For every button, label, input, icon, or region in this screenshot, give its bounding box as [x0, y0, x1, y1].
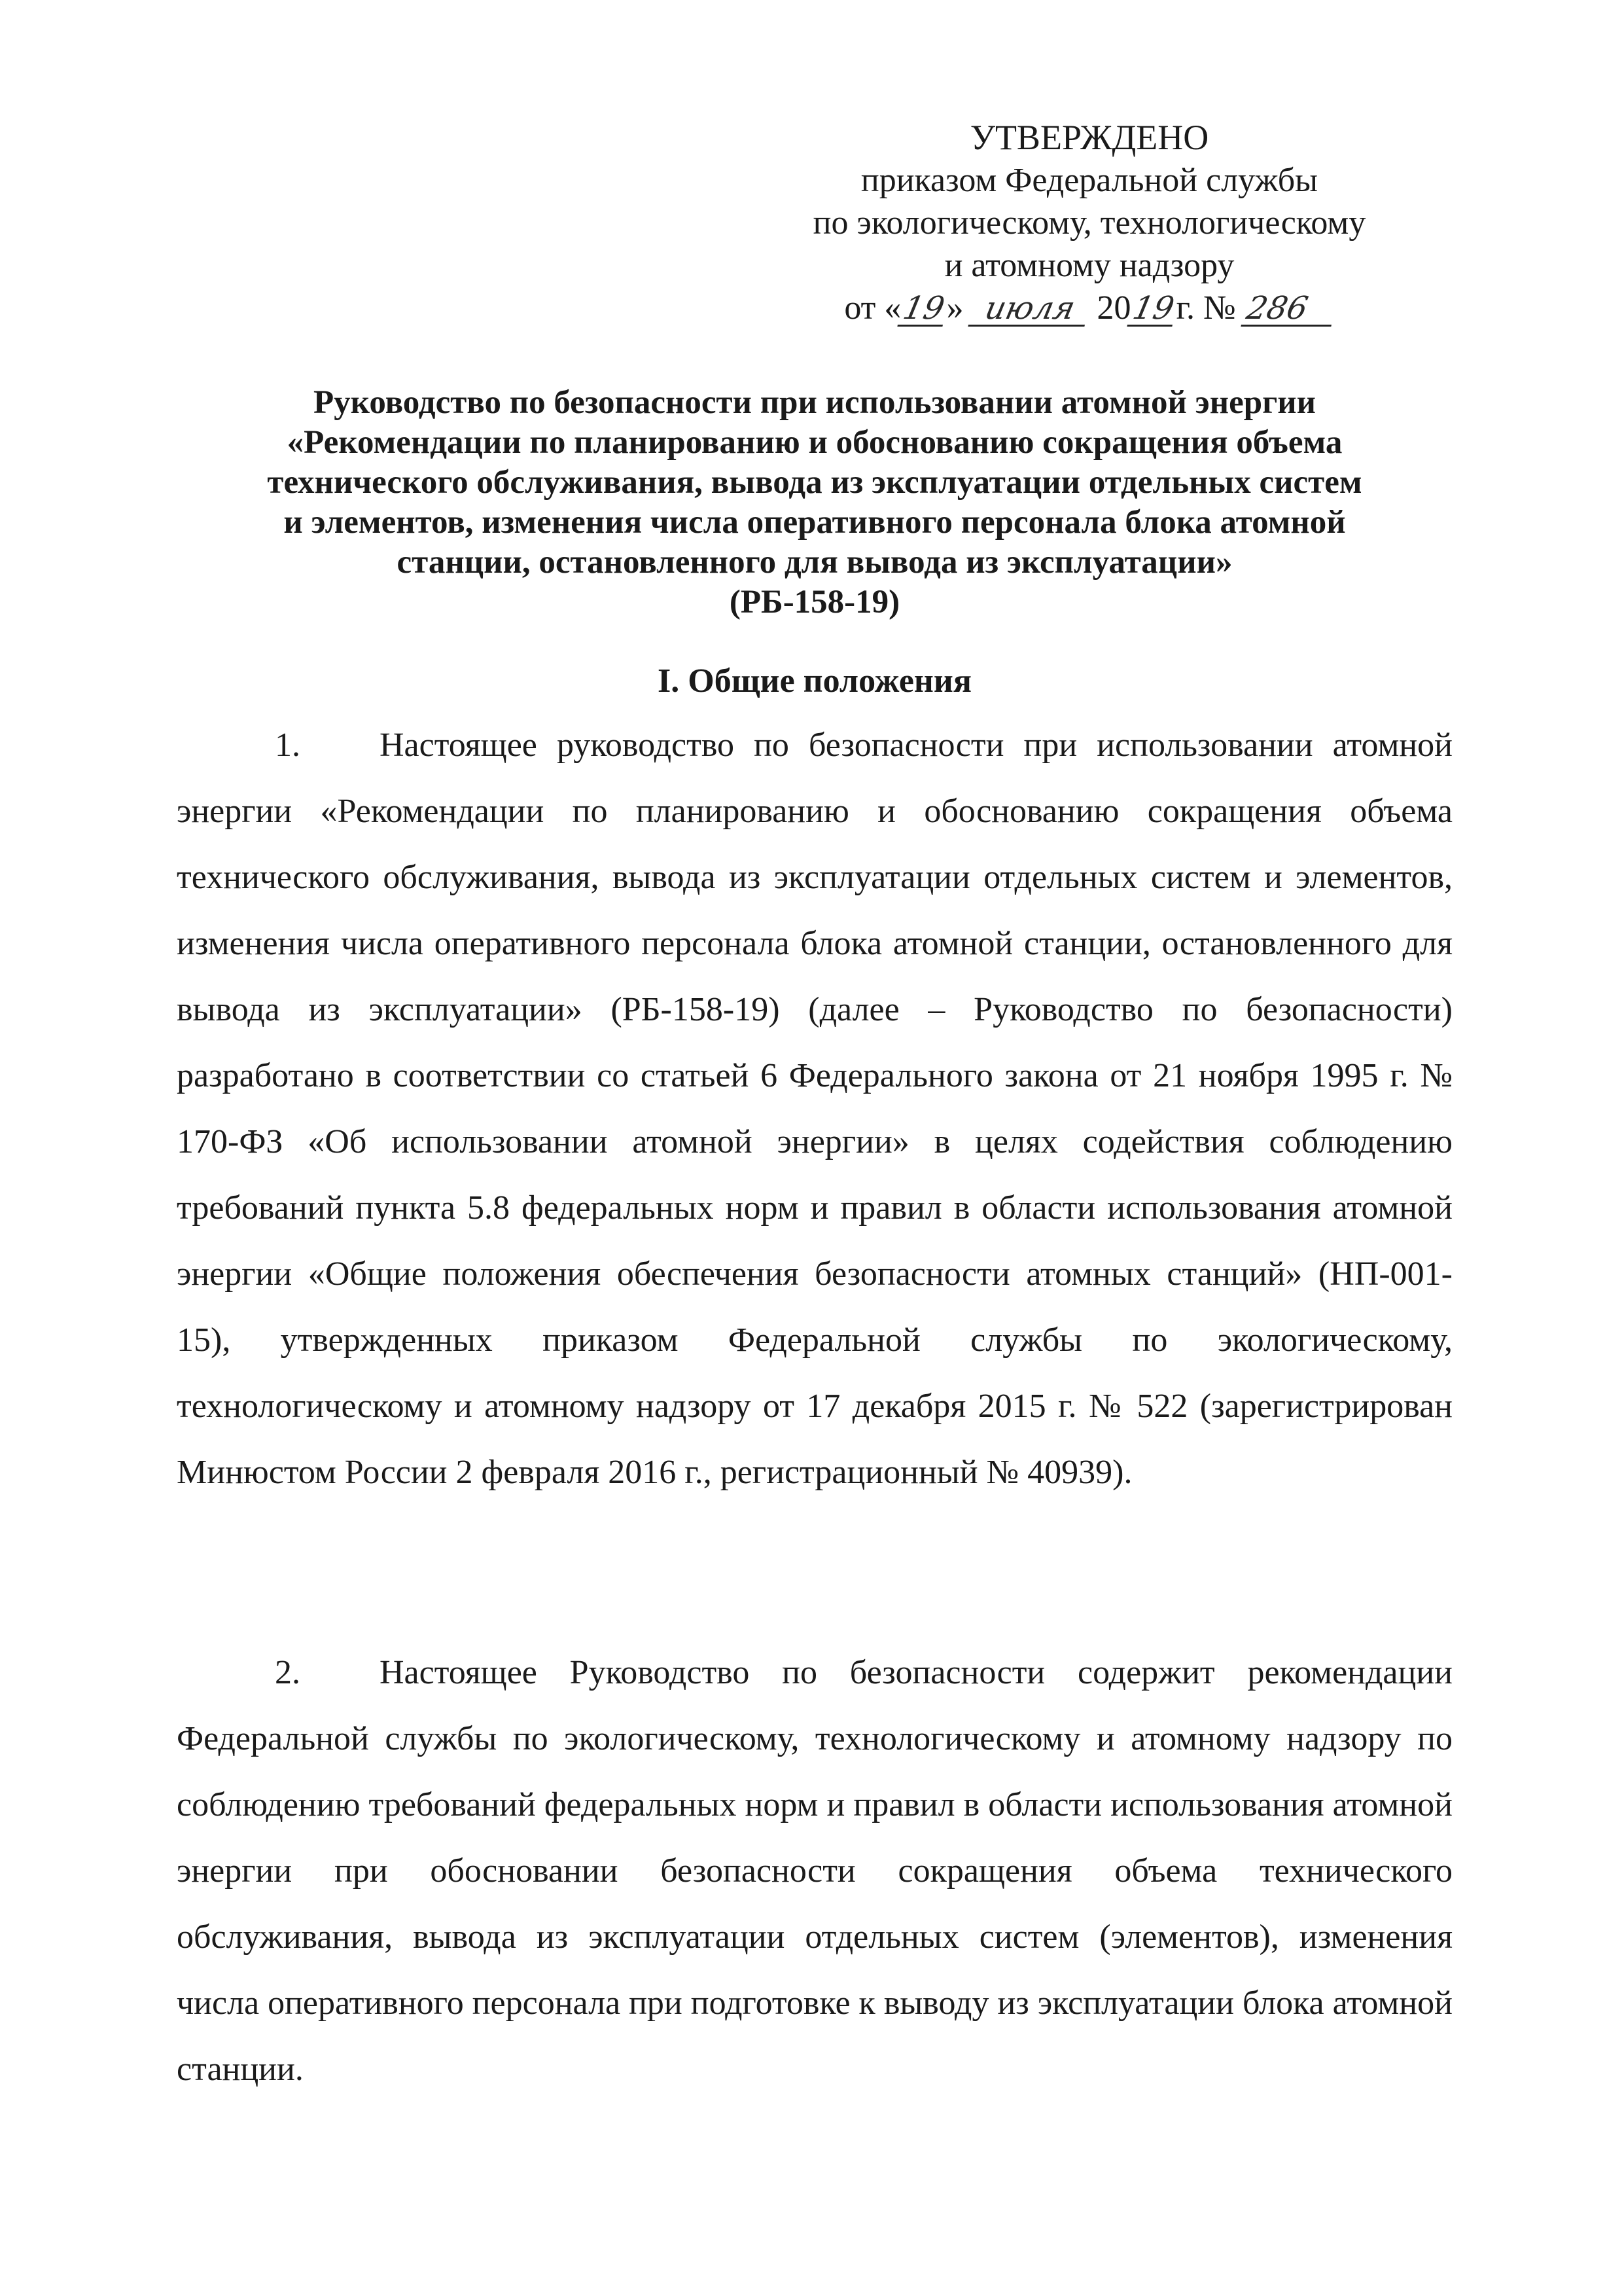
handwritten-year: 19: [1127, 292, 1180, 327]
approved-heading: УТВЕРЖДЕНО: [970, 118, 1209, 157]
paragraph-text: Настоящее руководство по безопасности при использовании атомной энергии «Рекомендации по планированию и обоснованию сокращения объема технического обслуживания, вывода из эксплуатации отдельных систем и элементов, изменения числа оперативного персонала блока атомной станции, остановленного для вывода из эксплуатации» (РБ-158-19) (далее – Руководство по безопасности) разработано в соответствии со статьей 6 Федерального закона от 21 ноября 1995 г. № 170-ФЗ «Об использовании атомной энергии» в целях содействия соблюдению требований пункта 5.8 федеральных норм и правил в области использования атомной энергии «Общие положения обеспечения безопасности атомных станций» (НП-001-15), утвержденных приказом Федеральной службы по экологическому, технологическому и атомному надзору от 17 декабря 2015 г. № 522 (зарегистрирован Минюстом России 2 февраля 2016 г., регистрационный № 40939).: [177, 726, 1453, 1491]
paragraph-1: [177, 712, 1453, 1505]
approval-line-1: приказом Федеральной службы: [860, 162, 1318, 199]
date-year-prefix: 20: [1097, 289, 1131, 327]
document-title: [150, 383, 1479, 622]
title-line-4: и элементов, изменения числа оперативного персонала блока атомной: [283, 504, 1346, 541]
approval-line-2: по экологическому, технологическому: [813, 204, 1366, 242]
approval-line-3: и атомному надзору: [944, 247, 1235, 284]
paragraph-number: 2.: [275, 1654, 300, 1691]
handwritten-day: 19: [898, 292, 950, 327]
paragraph-2: [177, 1640, 1453, 2102]
handwritten-month: июля: [968, 292, 1092, 327]
date-g: г. №: [1176, 289, 1236, 327]
date-mid: »: [946, 289, 964, 327]
paragraph-text: Настоящее Руководство по безопасности содержит рекомендации Федеральной службы по экологическому, технологическому и атомному надзору по соблюдению требований федеральных норм и правил в области использования атомной энергии при обосновании безопасности сокращения объема технического обслуживания, вывода из эксплуатации отдельных систем (элементов), изменения числа оперативного персонала при подготовке к выводу из эксплуатации блока атомной станции.: [177, 1654, 1453, 2088]
paragraph-number: 1.: [275, 726, 300, 764]
document-code: (РБ-158-19): [729, 584, 900, 620]
approval-date-line: [752, 287, 1426, 329]
date-prefix: от «: [844, 289, 902, 327]
section-heading: I. Общие положения: [658, 662, 972, 700]
title-line-5: станции, остановленного для вывода из эксплуатации»: [397, 544, 1233, 581]
approval-stamp: [752, 117, 1426, 329]
title-line-2: «Рекомендации по планированию и обоснованию сокращения объема: [287, 424, 1343, 461]
handwritten-order-number: 286: [1241, 292, 1338, 327]
title-line-1: Руководство по безопасности при использовании атомной энергии: [313, 384, 1316, 421]
title-line-3: технического обслуживания, вывода из эксплуатации отдельных систем: [267, 464, 1362, 501]
